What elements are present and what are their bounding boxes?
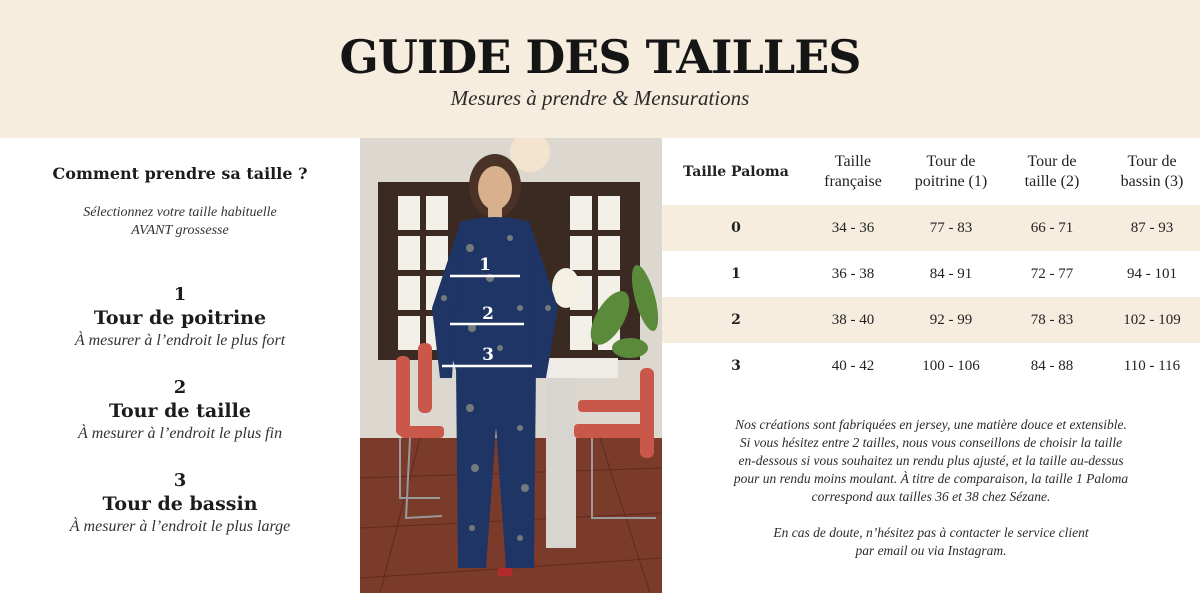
marker-2: 2 [482,304,494,324]
note-line: Nos créations sont fabriquées en jersey, une matière douce et extensible. [735,417,1127,432]
table-cell: 40 - 42 [831,358,875,374]
page-header [0,0,1200,138]
marker-1: 1 [479,255,491,275]
measure-hint: À mesurer à l’endroit le plus fort [74,332,286,349]
measure-name: Tour de bassin [102,493,258,515]
table-cell: 92 - 99 [929,312,973,328]
note-line: pour un rendu moins moulant. À titre de comparaison, la taille 1 Paloma [733,471,1129,486]
table-cell: 110 - 116 [1123,358,1181,374]
fit-advice-note [662,416,1200,560]
header-cell-hips: Tour de bassin (3) [1120,152,1184,190]
measure-number: 1 [173,284,187,305]
note-line: Si vous hésitez entre 2 tailles, nous vous conseillons de choisir la taille [739,435,1123,450]
table-cell: 78 - 83 [1030,312,1074,328]
header-cell-chest: Tour de poitrine (1) [914,152,988,190]
table-cell: 84 - 91 [929,266,973,282]
table-cell: 66 - 71 [1030,220,1074,236]
table-cell: 84 - 88 [1030,358,1074,374]
measure-item-waist [0,377,360,445]
table-cell: 38 - 40 [831,312,875,328]
model-photo [360,138,662,593]
measure-item-chest [0,284,360,352]
table-cell: 72 - 77 [1030,266,1074,282]
table-cell: 3 [731,358,741,374]
table-row [662,205,1200,251]
table-cell: 94 - 101 [1127,266,1177,282]
size-table [662,138,1200,389]
how-to-title: Comment prendre sa taille ? [52,164,308,183]
table-cell: 100 - 106 [922,358,980,374]
page-title: GUIDE DES TAILLES [339,30,861,84]
header-cell-paloma-size: Taille Paloma [683,163,789,180]
marker-3: 3 [482,345,494,365]
measure-name: Tour de taille [109,400,251,422]
table-row [662,251,1200,297]
model-illustration [360,138,662,593]
contact-line: par email ou via Instagram. [855,543,1007,558]
table-cell: 0 [731,220,741,236]
table-row [662,343,1200,389]
header-cell-waist: Tour de taille (2) [1024,152,1080,190]
table-cell: 87 - 93 [1130,220,1174,236]
measure-number: 2 [173,377,187,398]
measure-hint: À mesurer à l’endroit le plus fin [77,425,283,442]
header-cell-french-size: Taille française [824,152,882,190]
measure-name: Tour de poitrine [93,307,267,329]
measure-hint: À mesurer à l’endroit le plus large [69,518,291,535]
page-subtitle: Mesures à prendre & Mensurations [450,86,750,110]
size-table-header [662,138,1200,205]
contact-line: En cas de doute, n’hésitez pas à contacter le service client [773,525,1089,540]
how-to-measure-panel [0,138,360,593]
table-cell: 77 - 83 [929,220,973,236]
table-row [662,297,1200,343]
table-cell: 1 [731,266,741,282]
table-cell: 36 - 38 [831,266,875,282]
measure-number: 3 [173,470,187,491]
select-size-note: Sélectionnez votre taille habituelle AVANT grossesse [83,205,277,238]
note-line: correspond aux tailles 36 et 38 chez Sézane. [811,489,1051,504]
table-cell: 34 - 36 [831,220,875,236]
measure-item-hips [0,470,360,538]
table-cell: 2 [731,312,741,328]
note-line: en-dessous si vous souhaitez un rendu plus ajusté, et la taille au-dessus [738,453,1124,468]
table-cell: 102 - 109 [1123,312,1181,328]
